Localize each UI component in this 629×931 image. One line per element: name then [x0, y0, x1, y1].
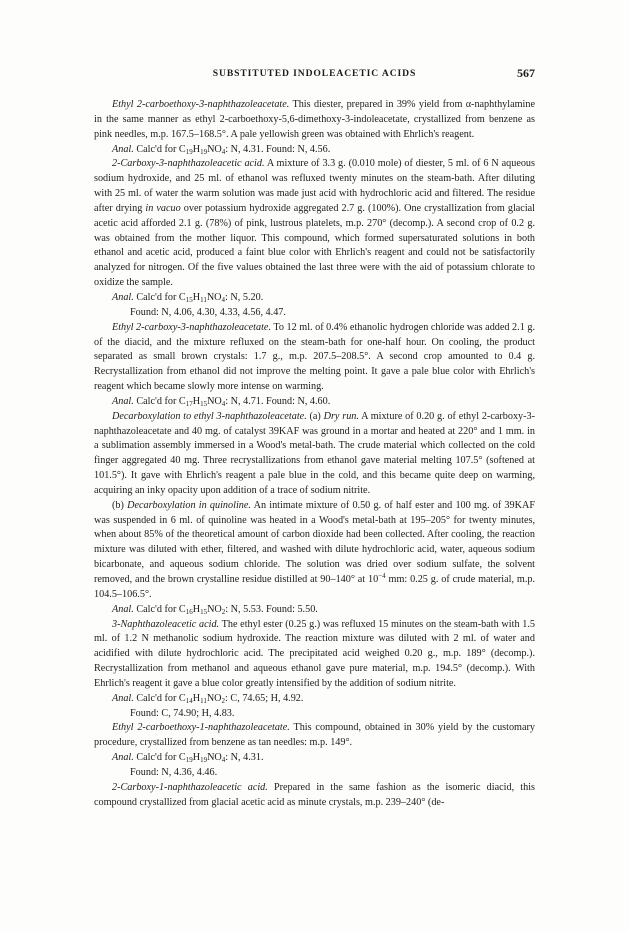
subscript: 11 — [200, 295, 207, 304]
italic-text: Ethyl 2-carboxy-3-naphthazoleacetate. — [112, 321, 271, 333]
italic-text: Ethyl 2-carboethoxy-1-naphthazoleacetate. — [112, 722, 290, 734]
subscript: 17 — [185, 399, 193, 408]
text-run: Calc'd for C — [133, 603, 186, 615]
analysis-line — [94, 692, 535, 707]
subscript: 4 — [221, 399, 226, 408]
text-run: Calc'd for C — [133, 395, 186, 407]
paragraph — [94, 410, 535, 499]
text-run: NO — [207, 603, 222, 615]
text-run: NO — [207, 395, 222, 407]
text-run: Calc'd for C — [133, 752, 186, 764]
text-run: NO — [207, 143, 222, 155]
paragraph — [94, 781, 535, 811]
subscript: 19 — [185, 147, 193, 156]
italic-text: Decarboxylation in quinoline. — [127, 499, 251, 511]
found-line — [94, 707, 535, 722]
text-run: over potassium hydroxide aggregated 2.7 g. (100%). One crystallization from glacial acetic acid afforded 2.1 g. (78%) of pink, lustrous platelets, m.p. 270° (decomp.). A second crop of 0.2 g. was obtained from the mother liquor. This compound, which formed supersaturated solutions in both ethanol and acetic acid, produced a faint blue color with Ehrlich's reagent and could not be satisfactorily analyzed for nitrogen. Of the five values obtained the last three were with the aid of potassium chlorate to oxidize the sample. — [94, 202, 536, 289]
found-line — [94, 766, 535, 781]
italic-text: Anal. — [112, 752, 134, 764]
text-run: A mixture of 3.3 g. (0.010 mole) of diester, 5 ml. of 6 N aqueous sodium hydroxide, and 25 ml. of ethanol was refluxed twenty minutes on the steam-bath. After diluting with 25 ml. of water the warm solution was made just acid with hydrochloric acid and filtered. The residue after drying — [94, 158, 535, 214]
analysis-line — [94, 291, 535, 306]
text-run: The ethyl ester (0.25 g.) was refluxed 15 minutes on the steam-bath with 1.5 ml. of 1.2 N methanolic sodium hydroxide. The reaction mixture was diluted with 2 ml. of water and acidified with dilute hydrochloric acid. The precipitated acid weighed 0.20 g., m.p. 189° (decomp.). Recrystallization from methanol and aqueous ethanol gave pure material, m.p. 194.5° (decomp.). With Ehrlich's reagent it gave a blue color greatly intensified by the addition of sodium nitrite. — [94, 618, 535, 689]
paragraph — [94, 98, 535, 143]
italic-text: Decarboxylation to ethyl 3-naphthazoleacetate. — [112, 410, 307, 422]
page-header — [94, 66, 535, 82]
text-run: : N, 5.53. Found: 5.50. — [225, 603, 318, 615]
italic-text: in vacuo — [145, 202, 181, 214]
italic-text: 2-Carboxy-1-naphthazoleacetic acid. — [112, 781, 268, 793]
subscript: 19 — [200, 147, 208, 156]
subscript: 2 — [221, 607, 226, 616]
text-run: : C, 74.65; H, 4.92. — [225, 692, 304, 704]
subscript: 4 — [221, 756, 226, 765]
italic-text: Anal. — [112, 291, 134, 303]
italic-text: Anal. — [112, 395, 134, 407]
italic-text: Anal. — [112, 692, 134, 704]
italic-text: Anal. — [112, 143, 134, 155]
subscript: 11 — [200, 696, 207, 705]
article-body — [94, 98, 535, 811]
text-run: NO — [206, 692, 222, 704]
text-run: H — [192, 603, 201, 615]
analysis-line — [94, 603, 535, 618]
text-run: Found: N, 4.06, 4.30, 4.33, 4.56, 4.47. — [130, 306, 286, 318]
text-run: H — [192, 291, 201, 303]
paragraph — [94, 321, 535, 395]
text-run: To 12 ml. of 0.4% ethanolic hydrogen chloride was added 2.1 g. of the diacid, and the mixture refluxed on the steam-bath for one-half hour. On cooling, the product separated as small brown crystals: 1.7 g., m.p. 207.5–208.5°. A second crop amounted to 0.4 g. Recrystallization from ethanol did not improve the melting point. It gave a pale blue color with Ehrlich's reagent which became slowly more intense on warming. — [94, 321, 535, 393]
text-run: Calc'd for C — [133, 692, 186, 704]
text-run: This diester, prepared in 39% yield from α-naphthylamine in the same manner as ethyl 2-carboethoxy-5,6-dimethoxy-3-indoleacetate, crystallized from benzene as pink needles, m.p. 167.5–168.5°. A pale yellowish green was obtained with Ehrlich's reagent. — [94, 99, 535, 140]
page-number: 567 — [517, 66, 535, 80]
text-run: Calc'd for C — [133, 291, 186, 303]
subscript: 19 — [200, 756, 208, 765]
text-run: H — [192, 692, 201, 704]
italic-text: Ethyl 2-carboethoxy-3-naphthazoleacetate. — [112, 99, 290, 110]
running-title: SUBSTITUTED INDOLEACETIC ACIDS — [212, 68, 417, 79]
subscript: 14 — [185, 696, 193, 705]
subscript: 15 — [200, 607, 208, 616]
subscript: 4 — [221, 295, 226, 304]
subscript: 4 — [221, 147, 226, 156]
paragraph — [94, 499, 535, 603]
text-run: : N, 4.31. Found: N, 4.56. — [225, 143, 331, 155]
found-line — [94, 306, 535, 321]
text-run: H — [192, 752, 201, 764]
paragraph — [94, 721, 535, 751]
text-run: Found: N, 4.36, 4.46. — [130, 766, 218, 778]
italic-text: Anal. — [112, 603, 134, 615]
text-run: mm: 0.25 g. of crude material, m.p. 104.5–106.5°. — [94, 574, 536, 600]
text-run: NO — [206, 291, 222, 303]
paragraph — [94, 157, 535, 291]
analysis-line — [94, 751, 535, 766]
subscript: 15 — [200, 399, 208, 408]
text-run: A mixture of 0.20 g. of ethyl 2-carboxy-3-naphthazoleacetate and 40 mg. of catalyst 39KAF was ground in a mortar and heated at 220° and 1 mm. in a sublimation assembly immersed in a Wood's metal-bath. The crude material which collected on the cold finger aggregated 40 mg. Three recrystallizations from ethanol gave material melting 107.5° (softened at 101.5°). It gave with Ehrlich's reagent a pale blue in the cold, and this became quite deep on warming, acquiring an inky opacity upon addition of a trace of sodium nitrite. — [94, 410, 536, 496]
text-run: This compound, obtained in 30% yield by the customary procedure, crystallized from benzene as tan needles: m.p. 149°. — [94, 722, 535, 749]
subscript: 16 — [185, 607, 193, 616]
text-run: Found: C, 74.90; H, 4.83. — [130, 707, 235, 719]
text-run: H — [192, 143, 201, 155]
text-run: NO — [207, 752, 222, 764]
analysis-line — [94, 395, 535, 410]
superscript: −4 — [378, 572, 386, 580]
subscript: 19 — [185, 756, 193, 765]
text-run: H — [192, 395, 201, 407]
italic-text: 3-Naphthazoleacetic acid. — [112, 618, 220, 630]
italic-text: 2-Carboxy-3-naphthazoleacetic acid. — [112, 158, 265, 170]
text-run: : N, 5.20. — [225, 291, 264, 303]
italic-text: Dry run. — [323, 410, 359, 422]
analysis-line — [94, 143, 535, 158]
subscript: 2 — [221, 696, 226, 705]
subscript: 15 — [185, 295, 193, 304]
text-run: Prepared in the same fashion as the isomeric diacid, this compound crystallized from glacial acetic acid as minute crystals, m.p. 239–240° (de- — [94, 781, 535, 808]
text-run: (a) — [306, 410, 324, 422]
text-run: Calc'd for C — [133, 143, 186, 155]
text-run: (b) — [112, 499, 128, 511]
paragraph — [94, 618, 535, 692]
text-run: : N, 4.31. — [225, 752, 264, 764]
text-run: An intimate mixture of 0.50 g. of half ester and 100 mg. of 39KAF was suspended in 6 ml. of quinoline was heated in a Wood's metal-bath at 195–205° for twenty minutes, when about 85% of the theoretical amount of carbon dioxide had been collected. After cooling, the reaction mixture was diluted with ether, filtered, and washed with dilute hydrochloric acid, water, aqueous sodium bicarbonate, and aqueous sodium chloride. The solution was dried over sodium sulfate, the solvent removed, and the brown crystalline residue distilled at 90–140° at 10 — [94, 499, 535, 585]
text-run: : N, 4.71. Found: N, 4.60. — [225, 395, 331, 407]
